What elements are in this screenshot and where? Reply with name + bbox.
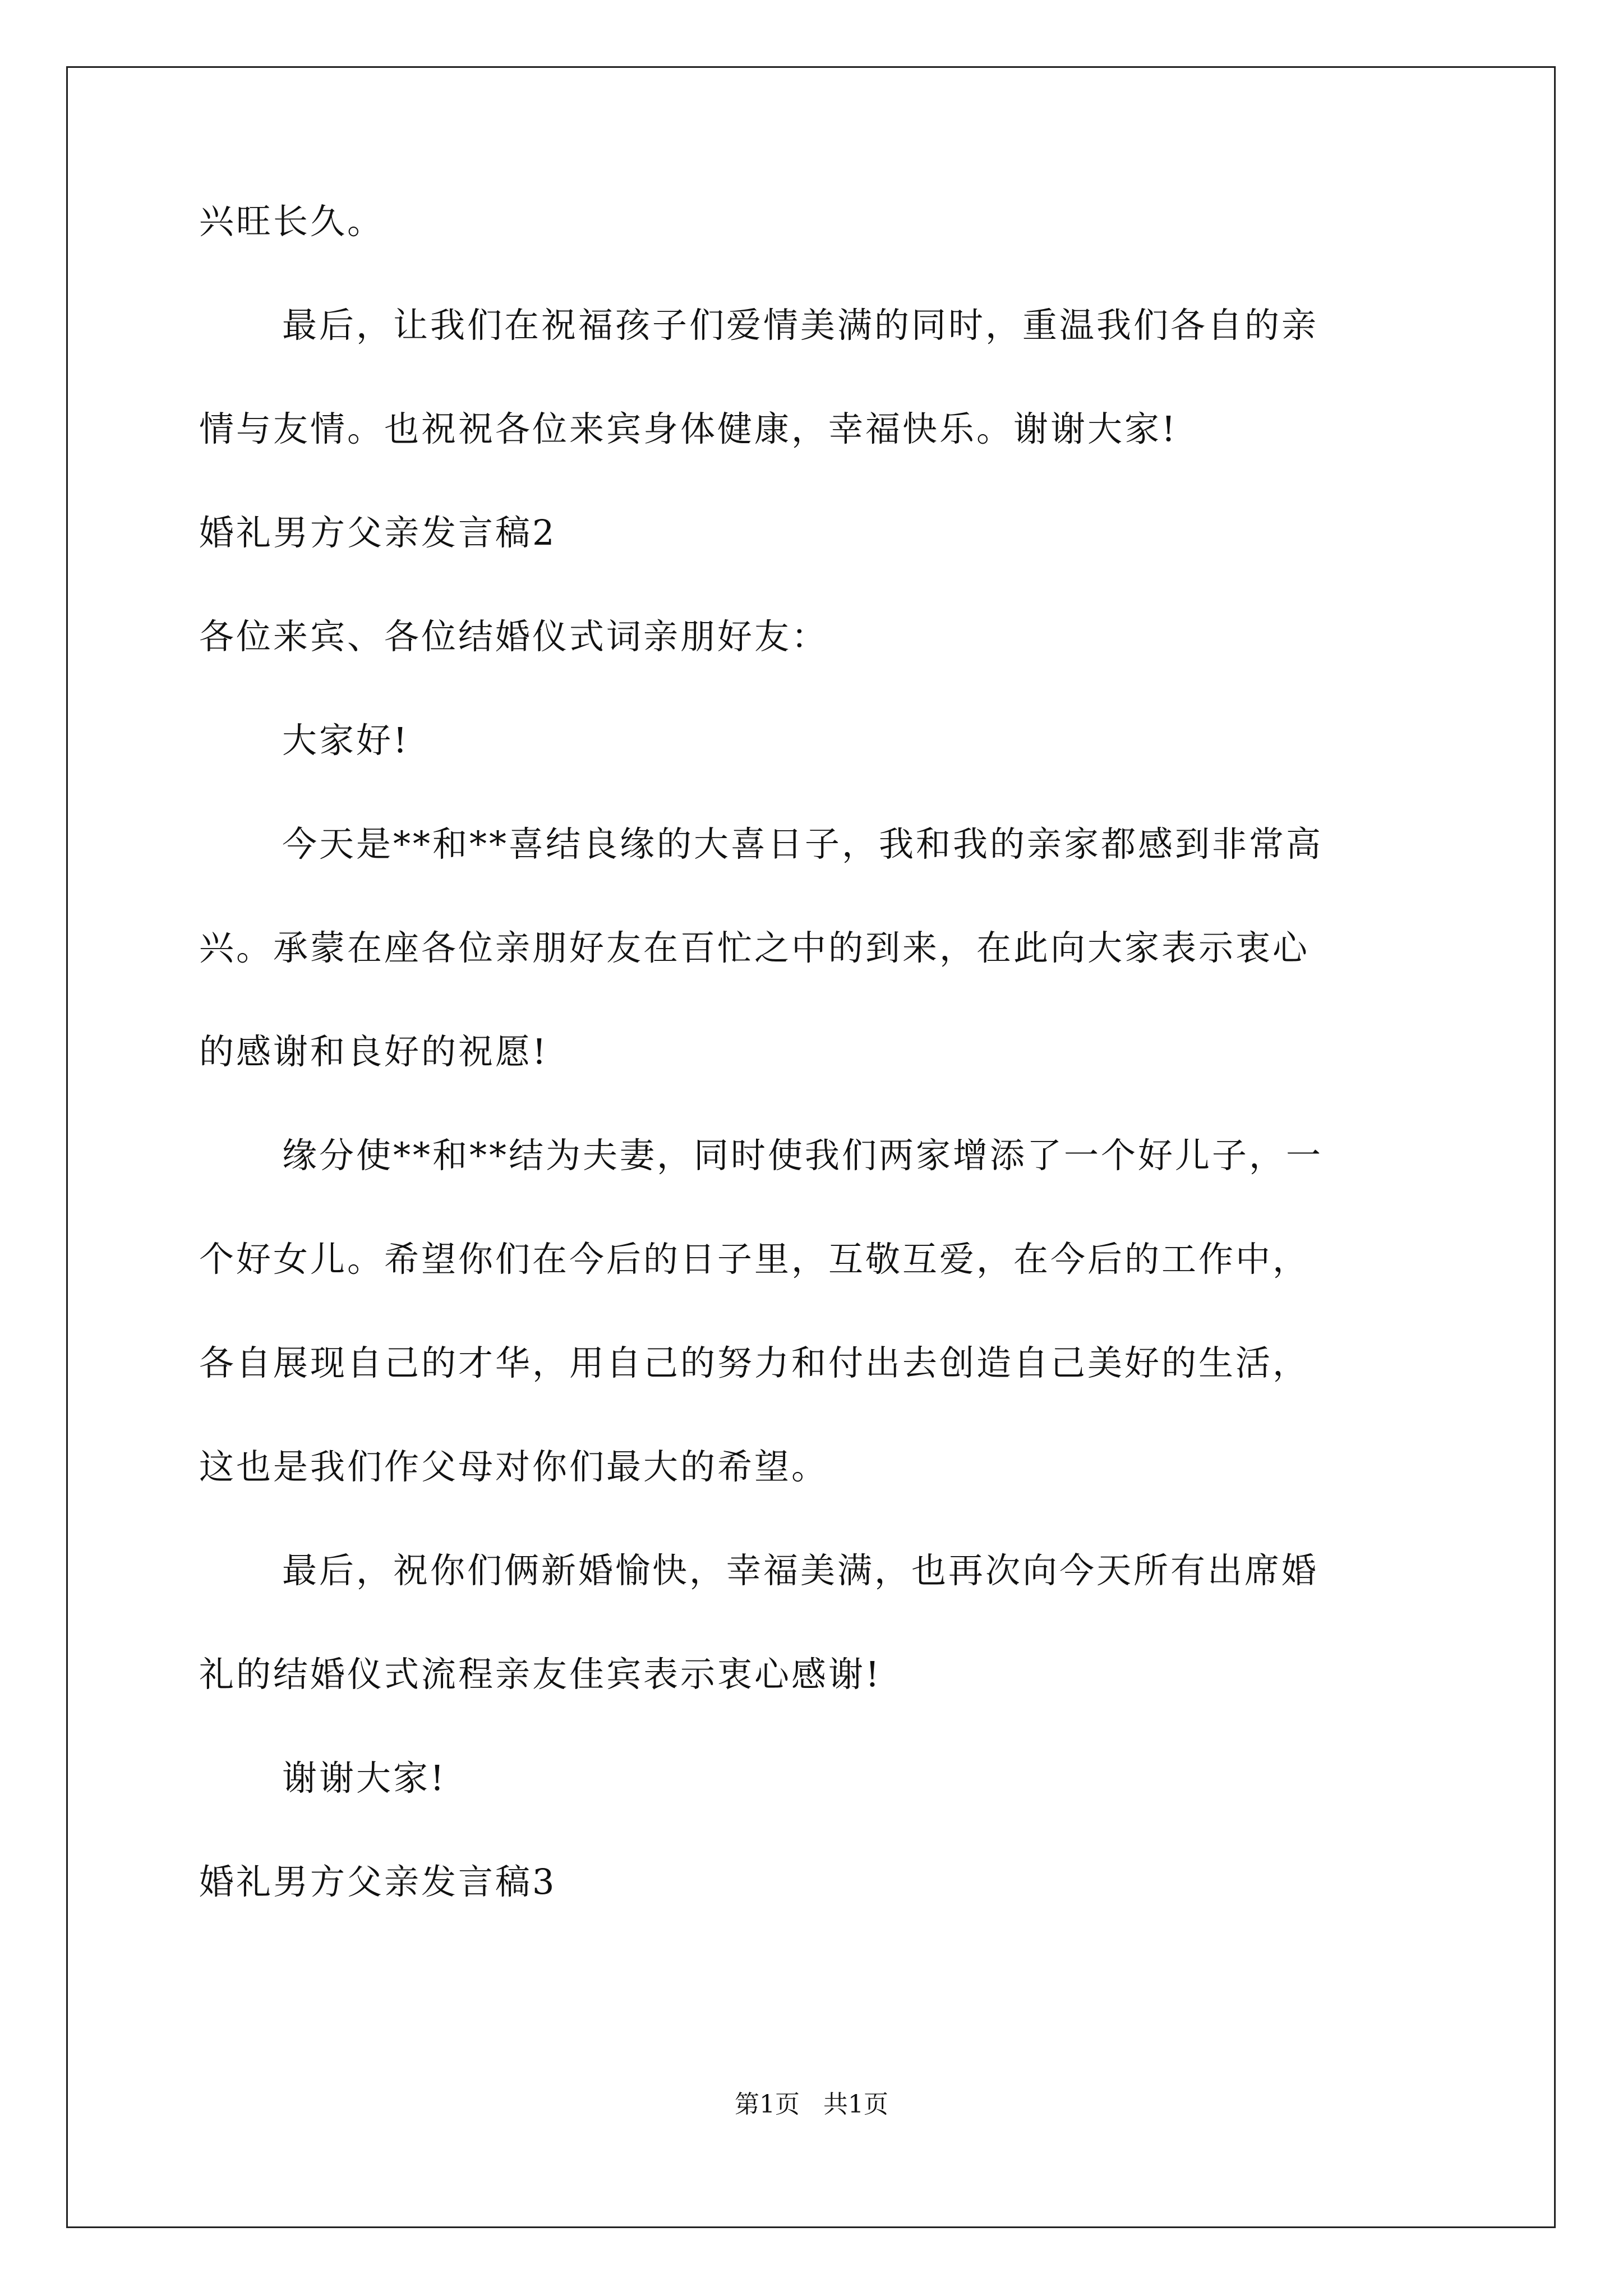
text-line: 最后，祝你们俩新婚愉快，幸福美满，也再次向今天所有出席婚 — [282, 1550, 1319, 1591]
text-line: 各自展现自己的才华，用自己的努力和付出去创造自己美好的生活， — [199, 1342, 1310, 1383]
text-line: 谢谢大家! — [282, 1757, 446, 1798]
text-line: 兴。承蒙在座各位亲朋好友在百忙之中的到来，在此向大家表示衷心 — [199, 927, 1310, 968]
salutation: 各位来宾、各位结婚仪式词亲朋好友： — [199, 616, 829, 657]
text-line: 礼的结婚仪式流程亲友佳宾表示衷心感谢! — [199, 1654, 882, 1695]
text-line: 的感谢和良好的祝愿! — [199, 1031, 548, 1072]
section-heading: 婚礼男方父亲发言稿2 — [199, 512, 557, 553]
text-line: 这也是我们作父母对你们最大的希望。 — [199, 1446, 829, 1487]
text-line: 最后，让我们在祝福孩子们爱情美满的同时，重温我们各自的亲 — [282, 305, 1319, 346]
text-line: 个好女儿。希望你们在今后的日子里，互敬互爱，在今后的工作中， — [199, 1239, 1310, 1280]
text-line: 今天是**和**喜结良缘的大喜日子，我和我的亲家都感到非常高 — [282, 823, 1324, 864]
page-number-footer: 第1页 共1页 — [735, 2090, 888, 2119]
text-line: 情与友情。也祝祝各位来宾身体健康，幸福快乐。谢谢大家! — [199, 408, 1178, 449]
text-line: 兴旺长久。 — [199, 201, 385, 242]
section-heading: 婚礼男方父亲发言稿3 — [199, 1861, 557, 1902]
text-line: 大家好! — [282, 720, 409, 761]
text-line: 缘分使**和**结为夫妻，同时使我们两家增添了一个好儿子，一 — [282, 1135, 1324, 1176]
